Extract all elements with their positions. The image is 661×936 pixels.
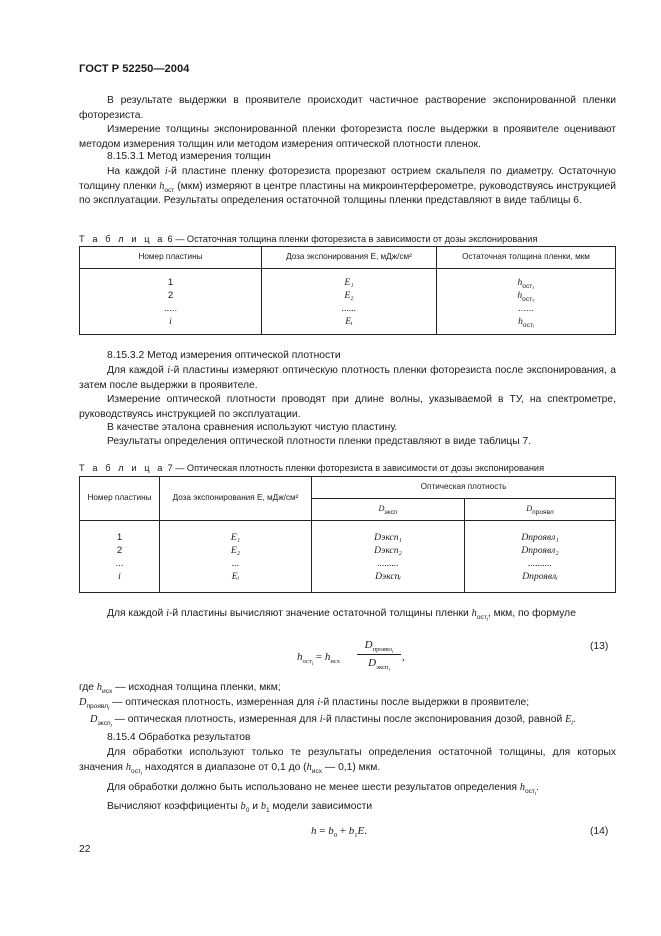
table7-subheader-dev: $D_{проявл}$ [465, 499, 616, 521]
section-heading-8-15-3-2: 8.15.3.2 Метод измерения оптической плотности [107, 350, 341, 361]
table7-col-exp: Dэксп₁ Dэксп₂ ......... Dэкспᵢ [312, 521, 465, 593]
paragraph-optical-method: Для каждой i-й пластины измеряют оптическую плотность пленки фоторезиста после экспонирования, а затем после выдержки в проявителе. [79, 365, 616, 391]
table7-header-plate: Номер пластины [80, 477, 160, 521]
table7 [79, 476, 616, 593]
paragraph-reference: В качестве эталона сравнения используют чистую пластину. [107, 422, 398, 433]
document-header: ГОСТ Р 52250—2004 [79, 63, 190, 75]
paragraph-formula-intro: Для каждой i-й пластины вычисляют значение остаточной толщины пленки $h_{ост_i}$, мкм, по формуле [107, 608, 576, 623]
paragraph-spectrometer: Измерение оптической плотности проводят при длине волны, указываемой в ТУ, на спектрометре, руководствуясь инструкцией по эксплуатации. [79, 394, 616, 420]
section-heading-8-15-4: 8.15.4 Обработка результатов [107, 732, 251, 743]
table7-col-plate: 1 2 ... i [80, 521, 160, 593]
formula-14: $h = b_0 + b_1E$. [311, 825, 368, 839]
table7-col-dev: Dпроявл₁ Dпроявл₂ .......... Dпроявлᵢ [465, 521, 616, 593]
table6-header-thickness: Остаточная толщина пленки, мкм [437, 247, 616, 269]
table6-col-dose: E₁ E₂ ...... Eᵢ [262, 269, 437, 335]
where-line-1: где $h_{исх}$ — исходная толщина пленки, мкм; [79, 682, 281, 695]
table7-subheader-exp: $D_{эксп}$ [312, 499, 465, 521]
paragraph-thickness-method: На каждой i-й пластине пленку фоторезиста прорезают острием скальпеля по диаметру. Остаточную толщину пленки $h_{ост}$ (мкм) измеряют в центре пластины на микроинтерферометре, руководствуясь инструкцией по эксплуатации. Результаты определения остаточной толщины пленки представляют в виде таблицы 6. [79, 166, 616, 207]
table7-col-dose: E₁ E₂ ... Eᵢ [160, 521, 312, 593]
where-line-2: $D_{проявл_i}$ — оптическая плотность, измеренная для i-й пластины после выдержки в проявителе; [79, 697, 530, 712]
table6 [79, 246, 616, 335]
paragraph-coefficients: Вычисляют коэффициенты $b_0$ и $b_1$ модели зависимости [107, 801, 373, 814]
paragraph-table7-intro: Результаты определения оптической плотности пленки представляют в виде таблицы 7. [107, 436, 532, 447]
where-line-3: $D_{эксп_i}$ — оптическая плотность, измеренная для i-й пластины после экспонирования дозой, равной $E_i$. [90, 714, 576, 729]
table6-header-plate: Номер пластины [80, 247, 262, 269]
paragraph-thickness-measurement: Измерение толщины экспонированной пленки фоторезиста после выдержки в проявителе оценивают методом измерения толщин или методом измерения оптической плотности пленок. [79, 124, 616, 150]
table6-header-dose: Доза экспонирования E, мДж/см² [262, 247, 437, 269]
table6-col-plate: 1 2 ..... i [80, 269, 262, 335]
page-number: 22 [79, 844, 91, 855]
equation-number-14: (14) [590, 826, 609, 837]
equation-number-13: (13) [590, 641, 609, 652]
paragraph-min-results: Для обработки должно быть использовано не менее шести результатов определения $h_{ост_i}$. [107, 782, 539, 797]
table7-header-optical: Оптическая плотность [312, 477, 616, 499]
table7-caption: Т а б л и ц а 7 — Оптическая плотность пленки фоторезиста в зависимости от дозы экспонирования [79, 463, 545, 473]
table7-header-dose: Доза экспонирования E, мДж/см² [160, 477, 312, 521]
paragraph-development: В результате выдержки в проявителе происходит частичное растворение экспонированной пленки фоторезиста. [79, 95, 616, 121]
table6-col-thickness: $h_{ост_1}$ $h_{ост_2}$ ...... $h_{остᵢ}$ [437, 269, 616, 335]
paragraph-processing: Для обработки используют только те результаты определения остаточной толщины, для которых значения $h_{ост_i}$ находятся в диапазоне от 0,1 до ($h_{исх}$ — 0,1) мкм. [79, 747, 616, 777]
table6-caption: Т а б л и ц а 6 — Остаточная толщина пленки фоторезиста в зависимости от дозы экспонирования [79, 234, 538, 244]
section-heading-8-15-3-1: 8.15.3.1 Метод измерения толщин [107, 151, 271, 162]
